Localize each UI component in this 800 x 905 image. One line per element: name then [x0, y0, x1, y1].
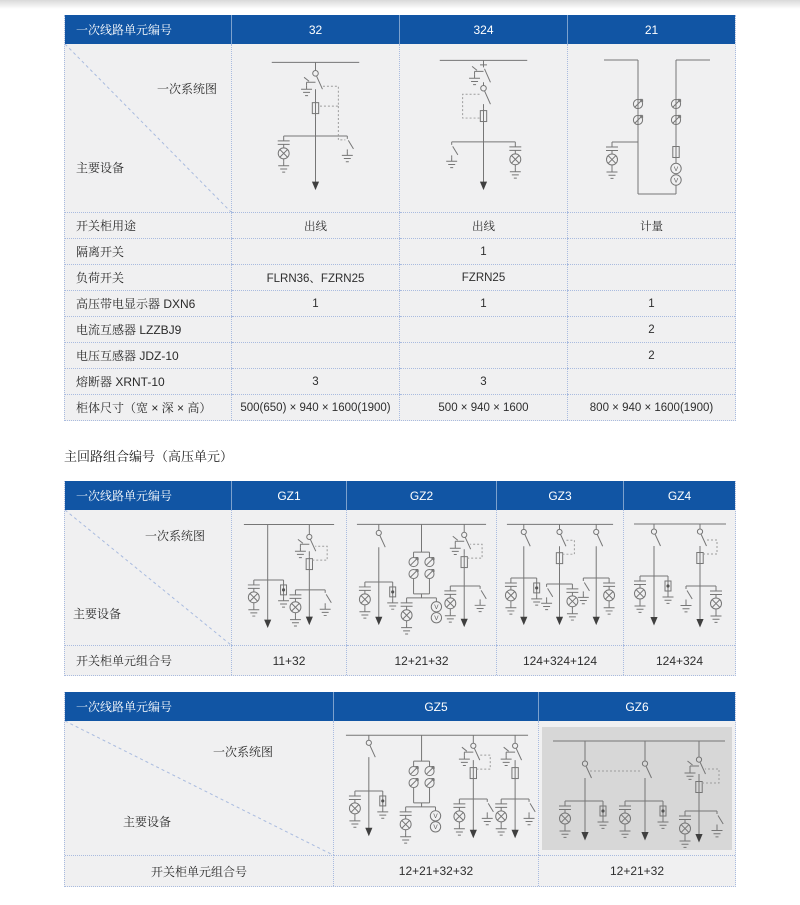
row-label: 电压互感器 JDZ-10: [65, 342, 232, 368]
main-equipment-label: 主要设备: [123, 815, 172, 829]
row-label: 隔离开关: [65, 238, 232, 264]
diagram-cell: [334, 721, 539, 855]
value-cell: 3: [232, 368, 400, 394]
diagonal-header-cell: [65, 44, 232, 212]
diagram-cell: [347, 510, 497, 645]
diagram-cell: [568, 44, 735, 212]
header-cell: GZ2: [347, 481, 497, 510]
header-cell: 一次线路单元编号: [65, 481, 232, 510]
value-cell: [232, 316, 400, 342]
system-diagram-label: 一次系统图: [157, 82, 218, 96]
single-line-diagram-gz6: [539, 721, 735, 855]
diagram-cell: [400, 44, 568, 212]
row-label: 负荷开关: [65, 264, 232, 290]
single-line-diagram-gz4: [624, 510, 735, 645]
system-diagram-label: 一次系统图: [145, 529, 206, 543]
diagonal-header-cell: [65, 721, 334, 855]
header-cell: GZ6: [539, 692, 735, 721]
header-cell: GZ5: [334, 692, 539, 721]
value-cell: 1: [232, 290, 400, 316]
combo-value: 12+21+32: [539, 855, 735, 886]
diagonal-header-cell: [65, 510, 232, 645]
main-equipment-label: 主要设备: [73, 607, 122, 621]
diagonal-divider: [65, 44, 231, 212]
value-cell: [568, 264, 735, 290]
header-cell: 32: [232, 15, 400, 44]
value-cell: [400, 342, 568, 368]
table-primary-units: [64, 15, 736, 421]
single-line-diagram-32: [232, 44, 399, 212]
single-line-diagram-gz3: [497, 510, 623, 645]
top-shadow: [0, 0, 800, 9]
main-equipment-label: 主要设备: [76, 161, 125, 175]
system-diagram-label: 一次系统图: [213, 745, 274, 759]
value-cell: 800 × 940 × 1600(1900): [568, 394, 735, 420]
row-label: 高压带电显示器 DXN6: [65, 290, 232, 316]
diagram-cell: [232, 44, 400, 212]
section-title: 主回路组合编号（高压单元）: [64, 449, 234, 464]
row-label: 柜体尺寸（宽 × 深 × 高）: [65, 394, 232, 420]
value-cell: [232, 238, 400, 264]
single-line-diagram-gz2: [347, 510, 496, 645]
value-cell: [568, 238, 735, 264]
value-cell: 2: [568, 342, 735, 368]
value-cell: 出线: [400, 212, 568, 238]
table-gz5-gz6: [64, 692, 736, 887]
header-cell: 一次线路单元编号: [65, 692, 334, 721]
value-cell: FLRN36、FZRN25: [232, 264, 400, 290]
header-cell: 324: [400, 15, 568, 44]
single-line-diagram-324: [400, 44, 567, 212]
combo-value: 12+21+32+32: [334, 855, 539, 886]
single-line-diagram-gz5: [334, 721, 538, 855]
value-cell: 1: [400, 290, 568, 316]
row-label: 熔断器 XRNT-10: [65, 368, 232, 394]
diagonal-divider: [65, 721, 333, 855]
diagram-cell: [497, 510, 624, 645]
header-cell: GZ1: [232, 481, 347, 510]
combo-value: 12+21+32: [347, 645, 497, 675]
header-cell: 一次线路单元编号: [65, 15, 232, 44]
combo-value: 124+324+124: [497, 645, 624, 675]
header-cell: GZ4: [624, 481, 735, 510]
table-gz1-gz4: [64, 481, 736, 676]
value-cell: [568, 368, 735, 394]
diagram-cell: [232, 510, 347, 645]
value-cell: 500(650) × 940 × 1600(1900): [232, 394, 400, 420]
single-line-diagram-21: [568, 44, 735, 212]
diagram-cell: [624, 510, 735, 645]
single-line-diagram-gz1: [232, 510, 346, 645]
combo-value: 11+32: [232, 645, 347, 675]
value-cell: 2: [568, 316, 735, 342]
value-cell: 500 × 940 × 1600: [400, 394, 568, 420]
row-label: 开关柜用途: [65, 212, 232, 238]
value-cell: 出线: [232, 212, 400, 238]
value-cell: 3: [400, 368, 568, 394]
header-cell: GZ3: [497, 481, 624, 510]
value-cell: [400, 316, 568, 342]
value-cell: 1: [568, 290, 735, 316]
value-cell: [232, 342, 400, 368]
combo-row-label: 开关柜单元组合号: [65, 855, 334, 886]
value-cell: 计量: [568, 212, 735, 238]
combo-value: 124+324: [624, 645, 735, 675]
value-cell: FZRN25: [400, 264, 568, 290]
header-cell: 21: [568, 15, 735, 44]
combo-row-label: 开关柜单元组合号: [65, 645, 232, 675]
value-cell: 1: [400, 238, 568, 264]
row-label: 电流互感器 LZZBJ9: [65, 316, 232, 342]
diagram-cell: [539, 721, 735, 855]
